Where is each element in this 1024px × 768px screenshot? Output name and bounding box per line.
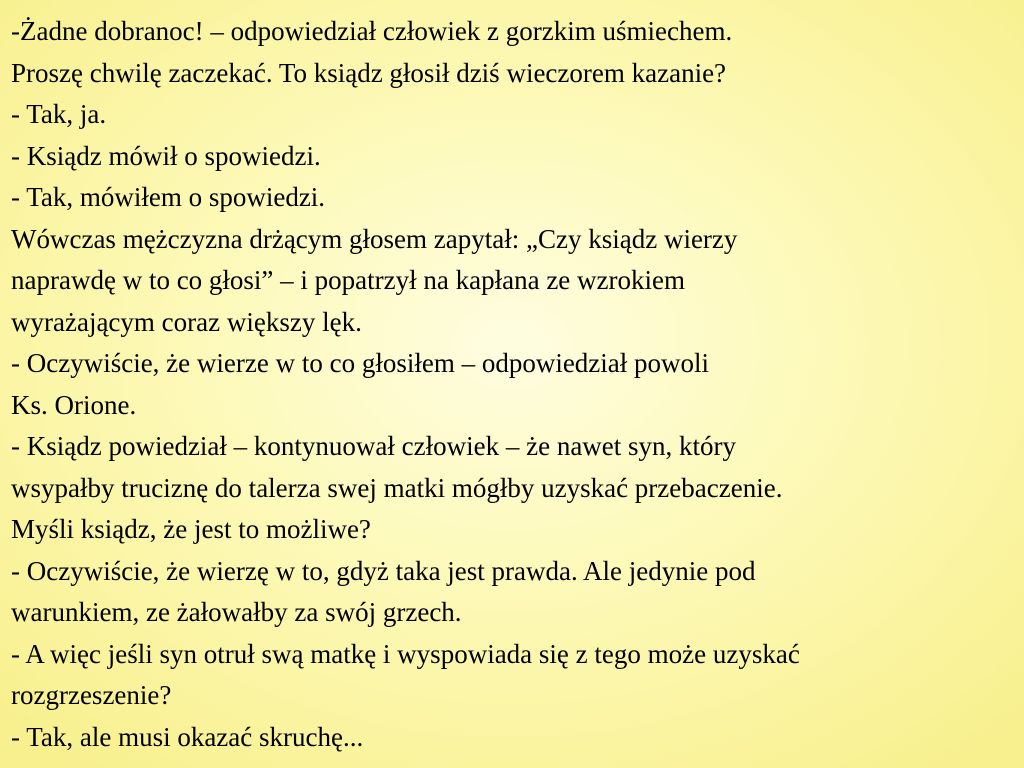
slide-text-body xyxy=(11,11,1016,758)
text-line: - Tak, mówiłem o spowiedzi. xyxy=(11,182,326,212)
text-line: - Oczywiście, że wierze w to co głosiłem – odpowiedział powoli xyxy=(11,348,710,378)
text-line: wsypałby truciznę do talerza swej matki mógłby uzyskać przebaczenie. xyxy=(11,472,783,503)
text-line: - Tak, ale musi okazać skruchę... xyxy=(11,721,364,752)
text-line: Wówczas mężczyzna drżącym głosem zapytał: „Czy ksiądz wierzy xyxy=(11,223,738,254)
text-line: - Oczywiście, że wierzę w to, gdyż taka jest prawda. Ale jedynie pod xyxy=(11,555,756,586)
text-line: - Ksiądz powiedział – kontynuował człowiek – że nawet syn, który xyxy=(11,431,737,461)
text-line: warunkiem, ze żałowałby za swój grzech. xyxy=(11,597,462,627)
text-line: Proszę chwilę zaczekać. To ksiądz głosił dziś wieczorem kazanie? xyxy=(11,57,727,88)
text-line: rozgrzeszenie? xyxy=(11,680,172,710)
text-line: - Ksiądz mówił o spowiedzi. xyxy=(11,140,321,171)
text-line: wyrażającym coraz większy lęk. xyxy=(11,306,362,337)
text-line: - Tak, ja. xyxy=(11,99,107,129)
text-line: -Żadne dobranoc! – odpowiedział człowiek z gorzkim uśmiechem. xyxy=(11,16,733,46)
text-line: Ks. Orione. xyxy=(11,389,137,420)
text-line: Myśli ksiądz, że jest to możliwe? xyxy=(11,514,371,544)
text-line: - A więc jeśli syn otruł swą matkę i wyspowiada się z tego może uzyskać xyxy=(11,638,800,669)
text-line: naprawdę w to co głosi” – i popatrzył na kapłana ze wzrokiem xyxy=(11,265,685,295)
